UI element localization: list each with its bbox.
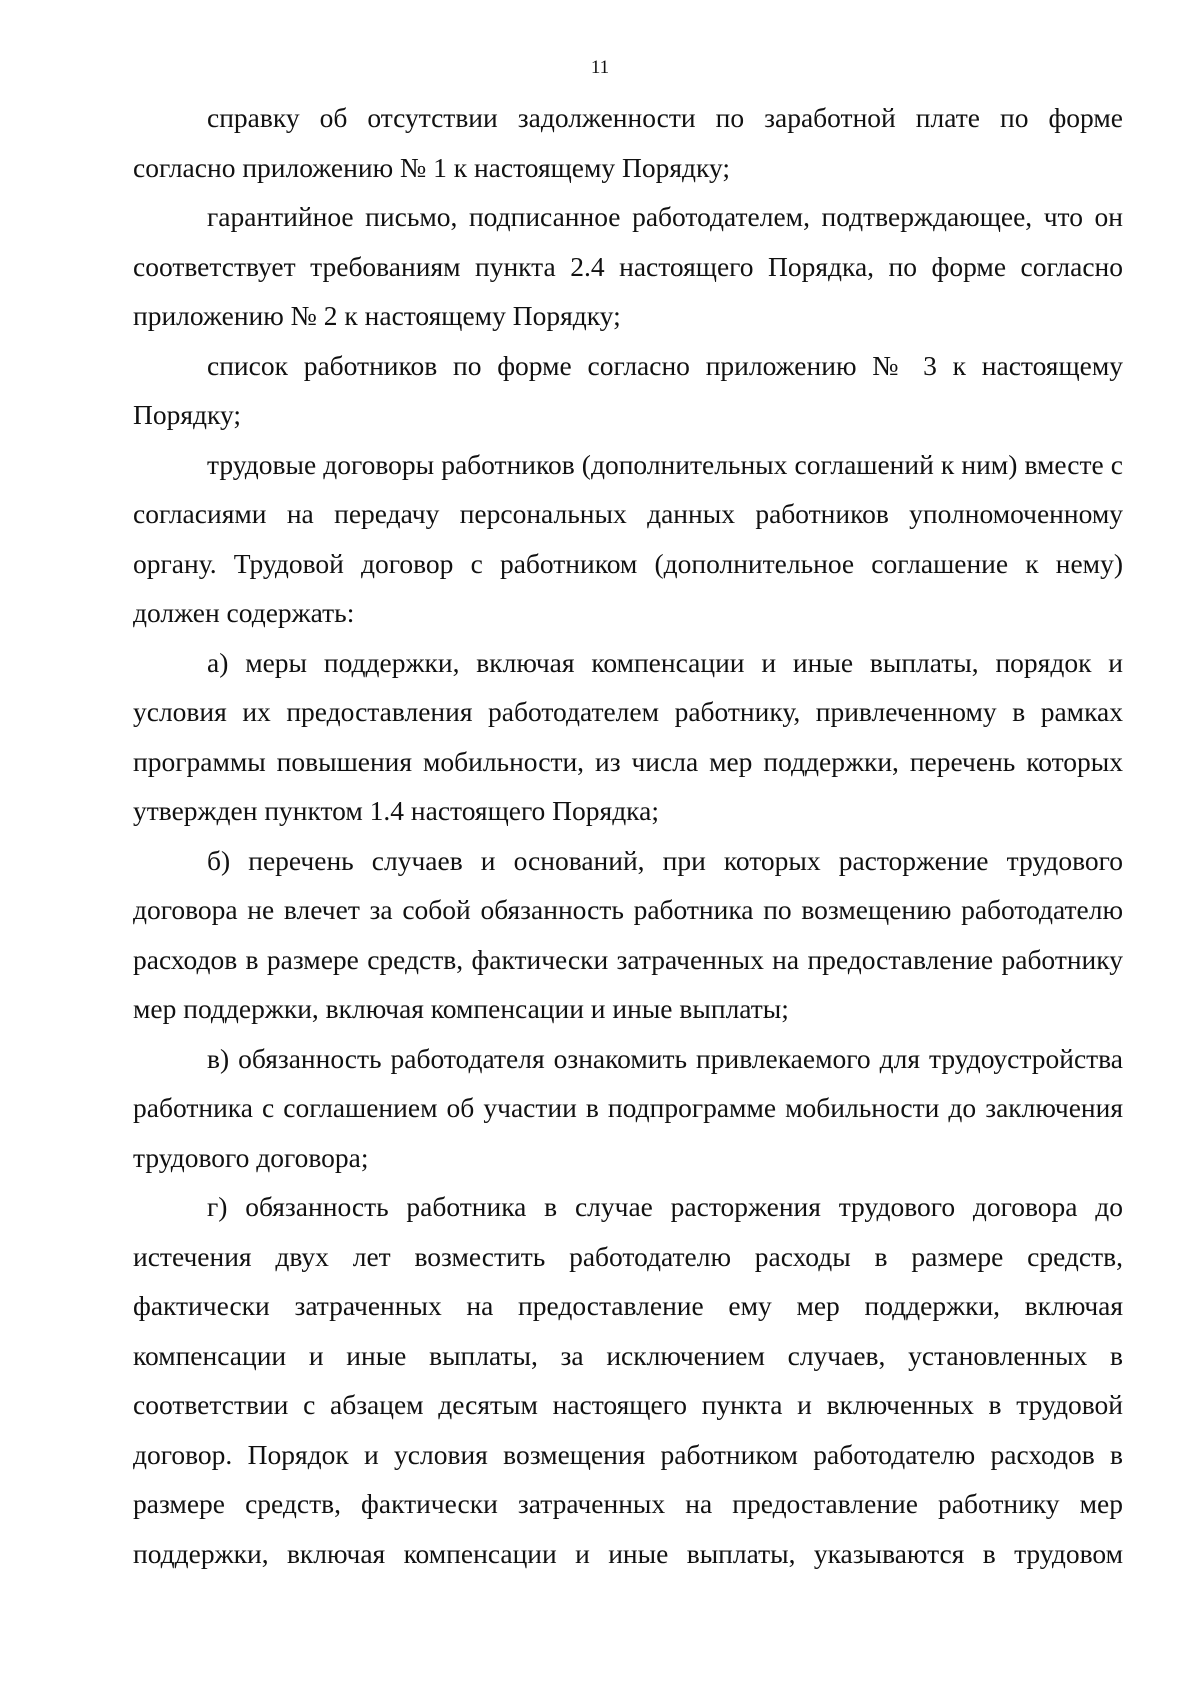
paragraph-salary-certificate: справку об отсутствии задолженности по заработной плате по форме согласно приложению № 1 к настоящему Порядку; [133,102,1123,183]
paragraph-labor-contracts: трудовые договоры работников (дополнительных соглашений к ним) вместе с согласиями на передачу персональных данных работников уполномоченному органу. Трудовой договор с работником (дополнительное соглашение к нему) должен содержать: [133,448,1123,628]
paragraph-item-a: а) меры поддержки, включая компенсации и иные выплаты, порядок и условия их предоставления работодателем работнику, привлеченному в рамках программы повышения мобильности, из числа мер поддержки, перечень которых утвержден пунктом 1.4 настоящего Порядка; [133,646,1123,826]
paragraph-item-v: в) обязанность работодателя ознакомить привлекаемого для трудоустройства работника с соглашением об участии в подпрограмме мобильности до заключения трудового договора; [133,1042,1123,1173]
paragraph-item-b: б) перечень случаев и оснований, при которых расторжение трудового договора не влечет за собой обязанность работника по возмещению работодателю расходов в размере средств, фактически затраченных на предоставление работнику мер поддержки, включая компенсации и иные выплаты; [133,844,1123,1024]
document-body [133,93,1123,1578]
paragraph-employee-list: список работников по форме согласно приложению № 3 к настоящему Порядку; [133,349,1123,430]
paragraph-item-g: г) обязанность работника в случае расторжения трудового договора до истечения двух лет возместить работодателю расходы в размере средств, фактически затраченных на предоставление ему мер поддержки, включая компенсации и иные выплаты, за исключением случаев, установленных в соответствии с абзацем десятым настоящего пункта и включенных в трудовой договор. Порядок и условия возмещения работником работодателю расходов в размере средств, фактически затраченных на предоставление работнику мер поддержки, включая компенсации и иные выплаты, указываются в трудовом [133,1191,1123,1569]
page-number: 11 [590,57,610,78]
paragraph-guarantee-letter: гарантийное письмо, подписанное работодателем, подтверждающее, что он соответствует требованиям пункта 2.4 настоящего Порядка, по форме согласно приложению № 2 к настоящему Порядку; [133,201,1123,331]
